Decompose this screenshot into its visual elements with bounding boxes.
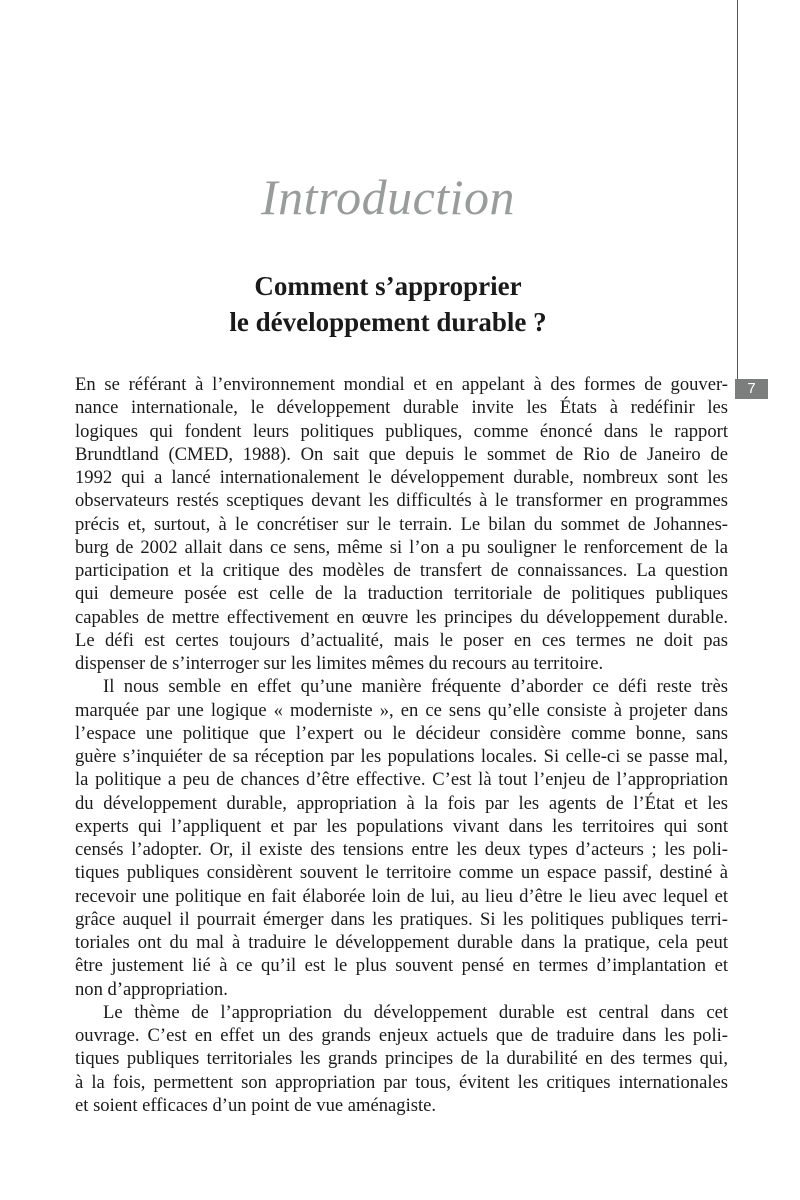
text-line: Il nous semble en effet qu’une manière fréquente d’aborder ce défi reste très [103,676,728,698]
text-line: guère s’inquiéter de sa réception par les populations locales. Si celle-ci se passe mal, [75,746,728,767]
text-line: la politique a peu de chances d’être effective. C’est là tout l’enjeu de l’appropriation [75,769,728,791]
text-line: nance internationale, le développement durable invite les États à redéfinir les [75,397,728,419]
heading-line: le développement durable ? [229,307,547,337]
body-text [75,373,728,1117]
text-line: tiques publiques considèrent souvent le territoire comme un espace passif, destiné à [75,862,728,884]
text-line: et soient efficaces d’un point de vue aménagiste. [75,1094,437,1116]
text-line: du développement durable, appropriation à la fois par les agents de l’État et les [75,792,728,814]
page-number: 7 [735,379,768,399]
text-line: qui demeure posée est celle de la traduction territoriale de politiques publiques [75,583,728,605]
text-line: grâce auquel il pourrait émerger dans les pratiques. Si les politiques publiques terri- [75,908,728,930]
section-heading [0,268,776,340]
text-line: logiques qui fondent leurs politiques publiques, comme énoncé dans le rapport [75,420,728,442]
text-line: observateurs restés sceptiques devant les difficultés à le transformer en programmes [75,490,728,512]
text-line: être justement lié à ce qu’il est le plus souvent pensé en termes d’implantation et [75,955,728,977]
text-line: à la fois, permettent son appropriation par tous, évitent les critiques internationales [75,1071,728,1093]
text-line: non d’appropriation. [75,978,228,1000]
text-line: l’espace une politique que l’expert ou le décideur considère comme bonne, sans [75,722,728,744]
text-line: experts qui l’appliquent et par les populations vivant dans les territoires qui sont [75,815,728,837]
text-line: Brundtland (CMED, 1988). On sait que depuis le sommet de Rio de Janeiro de [75,443,728,465]
text-line: dispenser de s’interroger sur les limites mêmes du recours au territoire. [75,653,604,674]
chapter-title: Introduction [260,169,516,225]
heading-line: Comment s’approprier [254,271,522,301]
text-line: toriales ont du mal à traduire le développement durable dans la pratique, cela peut [75,932,728,953]
text-line: ouvrage. C’est en effet un des grands enjeux actuels que de traduire dans les poli- [75,1025,728,1046]
text-line: 1992 qui a lancé internationalement le développement durable, nombreux sont les [75,467,728,488]
text-line: censés l’adopter. Or, il existe des tensions entre les deux types d’acteurs ; les poli- [75,839,728,860]
text-line: capables de mettre effectivement en œuvre les principes du développement durable. [75,606,728,628]
text-line: Le thème de l’appropriation du développement durable est central dans cet [103,1001,728,1023]
text-line: Le défi est certes toujours d’actualité, mais le poser en ces termes ne doit pas [75,629,728,651]
text-line: précis et, surtout, à le concrétiser sur le terrain. Le bilan du sommet de Johannes- [75,513,728,535]
text-line: recevoir une politique en fait élaborée loin de lui, au lieu d’être le lieu avec lequel et [75,885,728,907]
text-line: participation et la critique des modèles de transfert de connaissances. La question [75,560,728,581]
text-line: burg de 2002 allait dans ce sens, même si l’on a pu souligner le renforcement de la [75,536,728,558]
text-line: En se référant à l’environnement mondial et en appelant à des formes de gouver- [75,374,728,395]
text-line: tiques publiques territoriales les grands principes de la durabilité en des termes qui, [75,1048,728,1070]
text-line: marquée par une logique « moderniste », en ce sens qu’elle consiste à projeter dans [75,699,728,721]
